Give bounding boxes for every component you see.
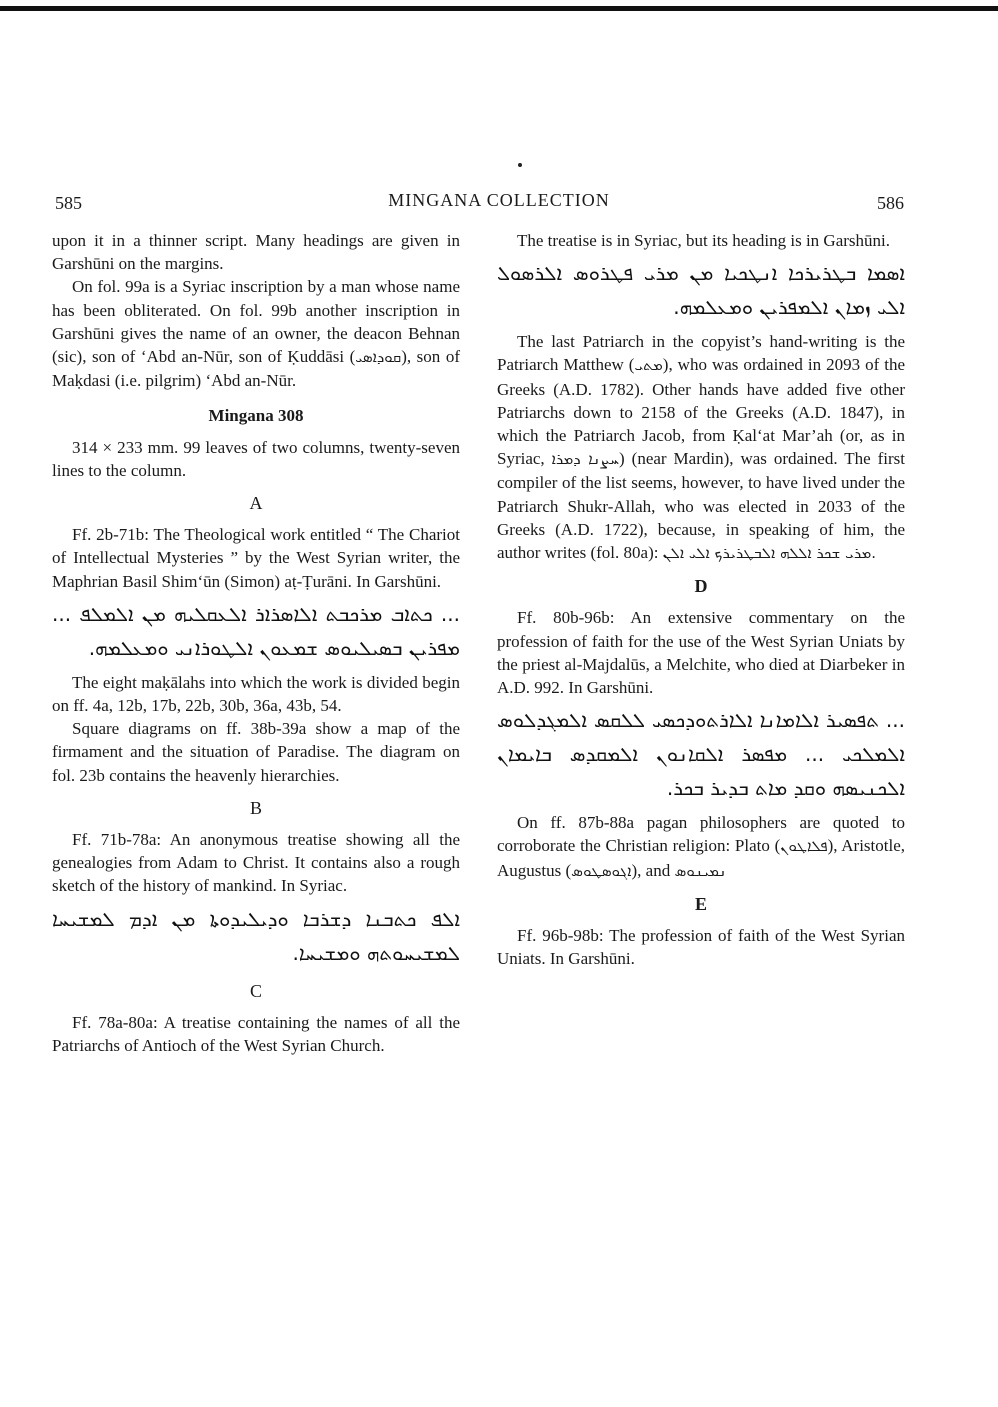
left-column — [52, 229, 460, 1057]
subsection-letter: C — [249, 980, 262, 1001]
page-number-left: 585 — [55, 193, 82, 213]
paragraph: Ff. 78a-80a: A treatise containing the names of all the Patriarchs of Antioch of the West Syrian Church. — [52, 1012, 460, 1056]
running-title: MINGANA COLLECTION — [388, 190, 610, 210]
syriac-inline: ܚܨܢܐ ܕܡܪܐ — [551, 450, 620, 469]
paragraph: The eight maḳālahs into which the work is divided begin on ff. 4a, 12b, 17b, 22b, 30b, 36a, 43b, 54. — [52, 672, 460, 716]
paragraph: upon it in a thinner script. Many headings are given in Garshūni on the margins. — [52, 231, 460, 274]
paragraph: Ff. 80b-96b: An extensive commentary on the profession of faith for the use of the West Syrian Uniats by the priest al-Majdalūs, a Melchite, who died at Diarbeker in A.D. 992. In Garshūni. — [497, 608, 905, 698]
subsection-letter: D — [694, 576, 708, 597]
page-number-right: 586 — [877, 193, 904, 213]
subsection-letter: B — [249, 797, 262, 818]
syriac-inline: ܡܬܝ — [634, 356, 663, 375]
syriac-block: ܐܣܡܐ ܒܛܪܝܪܟܐ ܐܢܛܟܝܐ ܡܢ ܡܪܝ ܦܛܪܘܣ ܐܠܪܣܘܠ ܐܠܝ ܙܡܐܢ ܐܠܡܦܪܝܢ ܘܡܥܠܡܗ. — [497, 261, 905, 320]
subsection-letter: E — [694, 893, 707, 914]
ink-dot — [518, 163, 522, 167]
syriac-block: ... ܟܬܐܒ ܡܪܟܒܬ ܐܠܐܣܪܐܪ ܐܠܥܩܠܝܗ ܡܢ ܐܠܡܠܦ ... ܡܦܪܝܢ ܒܣܝܠܝܘܣ ܫܡܥܘܢ ܐܠܛܘܪܐܢܝ ܘܡܥܠܡܗ. — [52, 601, 460, 660]
syriac-block: ܐܠܦ ܟܬܒܢܐ ܕܫܪܒܐ ܘܕܝܠܝܕܘܬܐ ܡܢ ܐܕܡ ܠܡܫܝܚܐ ܠܡܫܝܚܘܬܗ ܘܡܫܝܚܐ. — [52, 906, 460, 965]
paragraph: On ff. 87b-88a pagan philosophers are quoted to corroborate the Christian religion: Plato (ܦܠܐܛܘܢ), Aristotle, Augustus (ܐܓܘܣܛܘܣ), and ܢܡܝܢܘܣ — [497, 813, 906, 880]
right-column — [497, 229, 905, 970]
syriac-inline: ܡܪܝ ܫܟܪ ܐܠܠܗ ܐܠܒܛܪܝܪܟ ܐܠܝ ܐܠܢ. — [662, 544, 877, 563]
paragraph: The treatise is in Syriac, but its heading is in Garshūni. — [517, 231, 890, 250]
paragraph: The last Patriarch in the copyist’s hand-writing is the Patriarch Matthew (ܡܬܝ), who was ordained in 2093 of the Greeks (A.D. 1782). Other hands have added five other Patriarchs down to 2158 of the Greeks (A.D. 1847), in which the Patriarch Jacob, from Ḳal‘at Mar’ah (or, as in Syriac, ܚܨܢܐ ܕܡܪܐ) (near Mardin), was ordained. The first compiler of the list seems, however, to have lived under the Patriarch Shukr-Allah, who was elected in 2033 of the Greeks (A.D. 1722), because, in speaking of him, the author writes (fol. 80a): ܡܪܝ ܫܟܪ ܐܠܠܗ ܐܠܒܛܪܝܪܟ ܐܠܝ ܐܠܢ. — [497, 332, 906, 563]
page-header — [0, 190, 998, 216]
syriac-inline: ܦܠܐܛܘܢ — [780, 837, 828, 856]
paragraph: Ff. 96b-98b: The profession of faith of the West Syrian Uniats. In Garshūni. — [497, 926, 905, 969]
paragraph: Ff. 71b-78a: An anonymous treatise showing all the genealogies from Adam to Christ. It contains also a rough sketch of the history of mankind. In Syriac. — [52, 830, 460, 896]
syriac-block: ... ܬܦܣܝܪ ܐܠܐܡܐܢܐ ܐܠܐܪܬܘܕܟܣܝ ܠܠܩܣ ܐܠܡܓܕܠܘܣ ܐܠܡܠܟܝ ... ܡܦܣܪ ܐܠܩܐܢܘܢ ܐܠܡܩܕܣ ܒܐܝܡܐܢ ܐܠܟܢܝܣܗ ܘܩܕ ܡܐܬ ܒܕܝܪ ܒܟܪ. — [497, 708, 905, 801]
subsection-letter: A — [249, 493, 263, 514]
syriac-inline: ܩܘܕܐܣܝ — [355, 348, 402, 367]
syriac-inline: ܢܡܝܢܘܣ — [674, 861, 727, 880]
paragraph: Square diagrams on ff. 38b-39a show a map of the firmament and the situation of Paradise. The diagram on fol. 23b contains the heavenly hierarchies. — [52, 719, 460, 785]
paragraph: Ff. 2b-71b: The Theological work entitled “ The Chariot of Intellectual Mysteries ” by the West Syrian writer, the Maphrian Basil Shim‘ūn (Simon) aṭ-Ṭurāni. In Garshūni. — [52, 525, 460, 591]
paragraph: 314 × 233 mm. 99 leaves of two columns, twenty-seven lines to the column. — [52, 437, 460, 480]
syriac-inline: ܐܓܘܣܛܘܣ — [571, 861, 632, 880]
paragraph: On fol. 99a is a Syriac inscription by a man whose name has been obliterated. On fol. 99b another inscription in Garshūni gives the name of an owner, the deacon Behnan (sic), son of ‘Abd an-Nūr, son of Ḳuddāsi (ܩܘܕܐܣܝ), son of Maḳdasi (i.e. pilgrim) ‘Abd an-Nūr. — [52, 277, 460, 391]
section-heading: Mingana 308 — [208, 406, 304, 426]
top-rule — [0, 6, 998, 11]
